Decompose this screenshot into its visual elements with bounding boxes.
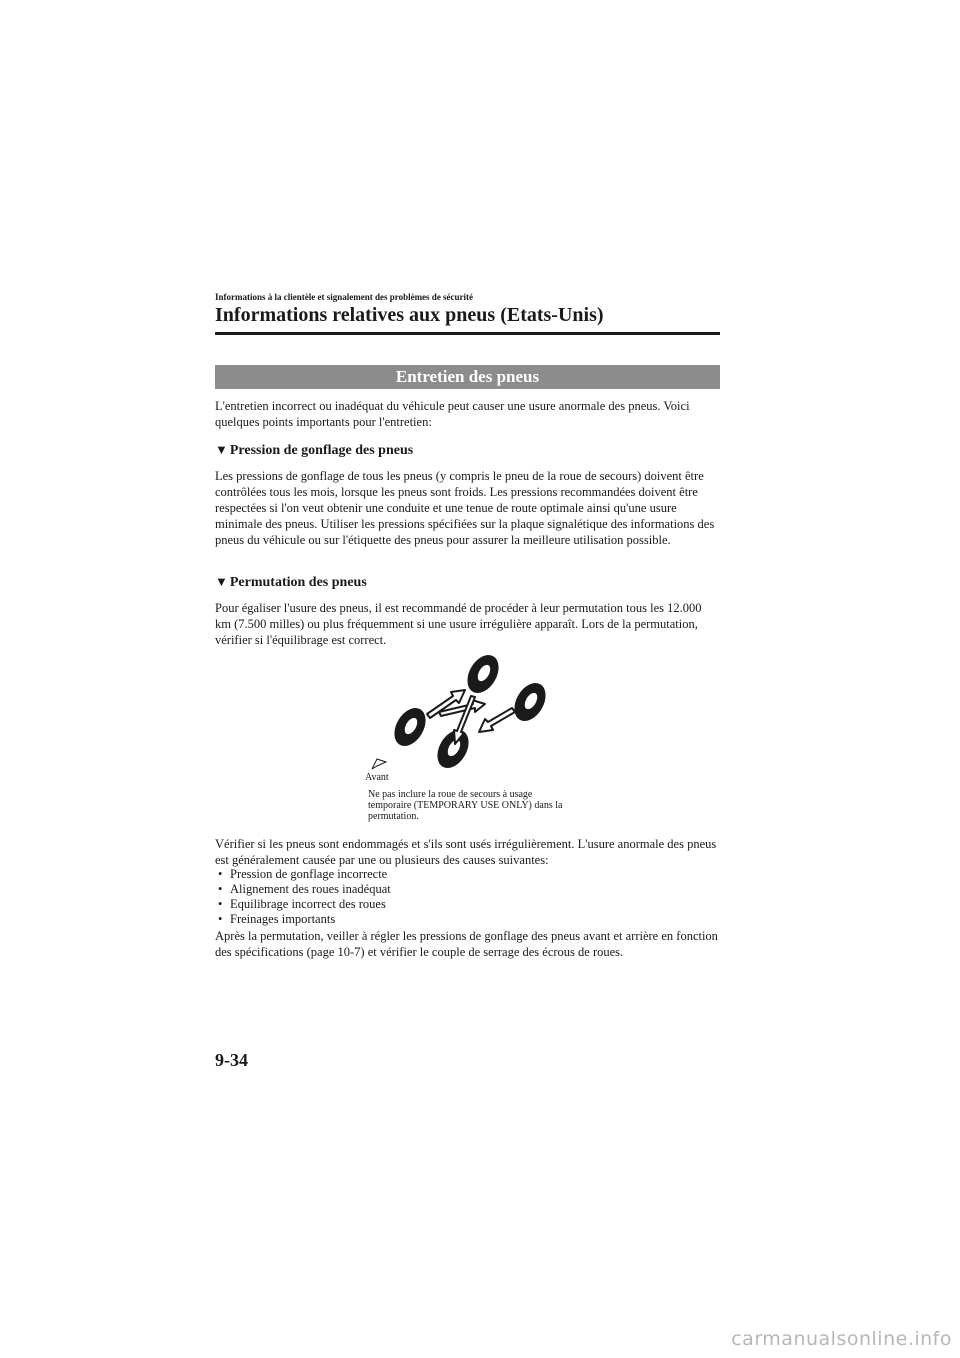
wear-causes-list <box>215 867 391 927</box>
section-title: Entretien des pneus <box>215 365 720 389</box>
front-label: Avant <box>365 772 389 783</box>
subsection-heading-text: Permutation des pneus <box>229 575 367 590</box>
section-intro: L'entretien incorrect ou inadéquat du véhicule peut causer une usure anormale des pneus. Voici quelques points importants pour l'entretien: <box>215 399 690 429</box>
chapter-title: Informations relatives aux pneus (Etats-Unis) <box>215 304 604 326</box>
tire-rotation-diagram <box>365 652 595 772</box>
after-rotation-text: Après la permutation, veiller à régler les pressions de gonflage des pneus avant et arrière en fonction des spécifications (page 10-7) et vérifier le couple de serrage des écrous de roues. <box>215 929 718 959</box>
list-item: • Freinages importants <box>215 912 391 927</box>
tire-front-left <box>432 725 475 772</box>
chapter-kicker: Informations à la clientèle et signalement des problèmes de sécurité <box>215 292 474 302</box>
subsection-heading-text: Pression de gonflage des pneus <box>229 443 414 458</box>
watermark: carmanualsonline.info <box>731 1328 952 1350</box>
list-item: • Equilibrage incorrect des roues <box>215 897 391 912</box>
inspection-intro: Vérifier si les pneus sont endommagés et s'ils sont usés irrégulièrement. L'usure anormale des pneus est généralement causée par une ou plusieurs des causes suivantes: <box>215 837 717 867</box>
tire-rotation-illustration <box>365 652 595 772</box>
triangle-marker-icon: ▼ <box>215 442 228 457</box>
list-item: • Pression de gonflage incorrecte <box>215 867 391 882</box>
tire-rear-left <box>389 703 432 751</box>
page-number: 9-34 <box>215 1050 248 1070</box>
triangle-marker-icon: ▼ <box>215 574 228 589</box>
subsection-heading-rotation <box>215 574 367 591</box>
tire-rear-right <box>462 652 505 698</box>
list-item: • Alignement des roues inadéquat <box>215 882 391 897</box>
subsection-heading-pressure <box>215 442 413 459</box>
arrow-front-right-to-front-left <box>479 708 515 732</box>
tire-front-right <box>509 678 552 726</box>
figure-caption: Ne pas inclure la roue de secours à usage temporaire (TEMPORARY USE ONLY) dans la permutation. <box>368 789 563 822</box>
rotation-body: Pour égaliser l'usure des pneus, il est recommandé de procéder à leur permutation tous les 12.000 km (7.500 milles) ou plus fréquemment si une usure irrégulière apparaît. Lors de la permutation, vérifier si l'équilibrage est correct. <box>215 601 702 647</box>
header-rule <box>215 332 720 335</box>
pressure-body: Les pressions de gonflage de tous les pneus (y compris le pneu de la roue de secours) doivent être contrôlées tous les mois, lorsque les pneus sont froids. Les pressions recommandées doivent être respectées si l'on veut obtenir une conduite et une tenue de route optimale ainsi qu'une usure minimale des pneus. Utiliser les pressions spécifiées sur la plaque signalétique des informations des pneus du véhicule ou sur l'étiquette des pneus pour assurer la meilleure utilisation possible. <box>215 469 715 547</box>
